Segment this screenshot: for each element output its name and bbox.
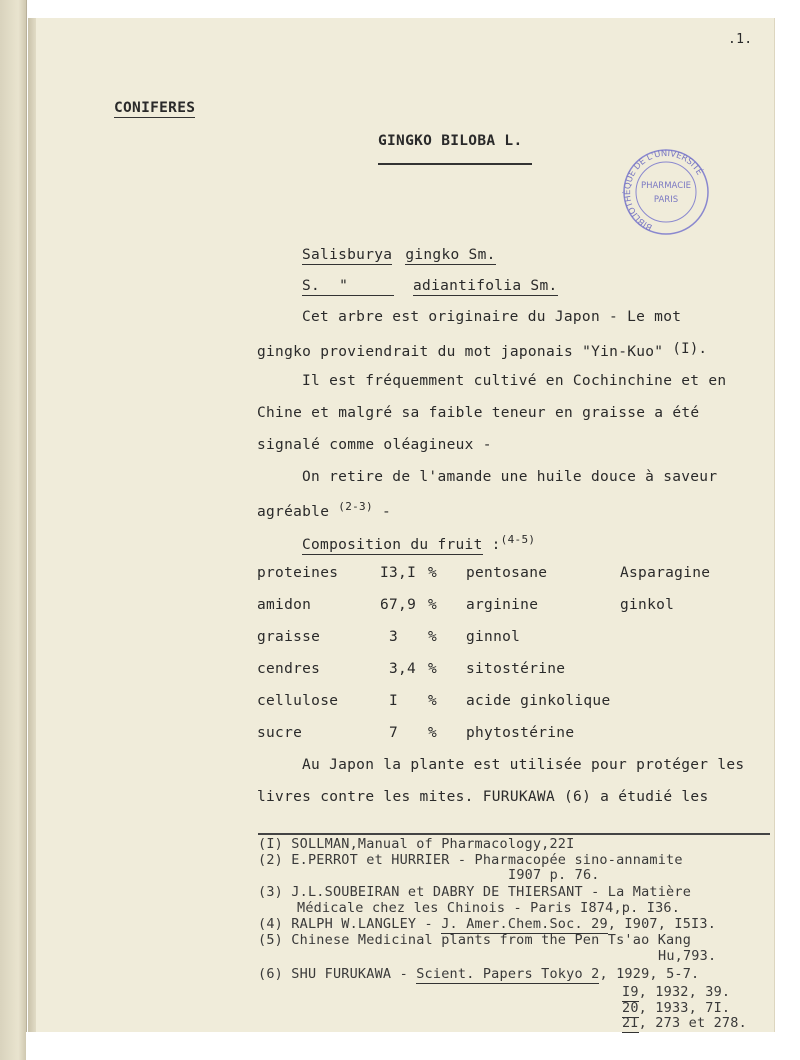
synonym-1-genus: Salisburya xyxy=(302,247,393,263)
paragraph-2-line-3: signalé comme oléagineux - xyxy=(257,437,492,453)
synonym-1-species: gingko Sm. xyxy=(405,247,496,263)
comp-row-value: 67,9 xyxy=(380,597,417,613)
comp-row-value: I3,I xyxy=(380,565,417,581)
composition-heading-text: Composition du fruit xyxy=(302,537,483,553)
composition-heading-ref: (4-5) xyxy=(500,533,536,546)
footnote-6-vol-20: 20 xyxy=(622,1000,639,1016)
stamp-line1: PHARMACIE xyxy=(640,181,692,191)
title-underline xyxy=(378,163,532,165)
comp-row-unit: % xyxy=(428,597,438,613)
comp-row-compound: arginine xyxy=(466,597,539,613)
comp-row-compound: ginnol xyxy=(466,629,521,645)
footnote-6-rest-21: , 273 et 278. xyxy=(638,1015,747,1031)
footnote-6-vol-19: I9 xyxy=(622,984,639,1000)
stamp-line2: PARIS xyxy=(653,195,679,205)
comp-row-unit: % xyxy=(428,693,438,709)
paragraph-1-line-1: Cet arbre est originaire du Japon - Le mot xyxy=(302,309,682,325)
comp-row-extra: ginkol xyxy=(620,597,675,613)
comp-row-unit: % xyxy=(428,629,438,645)
closing-line-1: Au Japon la plante est utilisée pour protéger les xyxy=(302,757,745,773)
comp-row-value: 7 xyxy=(389,725,399,741)
comp-row-compound: sitostérine xyxy=(466,661,566,677)
comp-row-compound: phytostérine xyxy=(466,725,575,741)
stamp-outer-text: BIBLIOTHÈQUE DE L'UNIVERSITÉ xyxy=(623,148,705,232)
comp-row-unit: % xyxy=(428,565,438,581)
paragraph-3-end: - xyxy=(381,504,391,520)
footnote-separator xyxy=(258,833,770,835)
footnote-6-pre: (6) SHU FURUKAWA - xyxy=(258,966,408,982)
footnote-4 xyxy=(258,916,716,932)
paragraph-1-line-2 xyxy=(257,341,707,360)
paragraph-1-line-2-text: gingko proviendrait du mot japonais "Yin-Kuo" xyxy=(257,344,664,360)
comp-row-name: sucre xyxy=(257,725,303,741)
footnote-3-line-2: Médicale chez les Chinois - Paris I874,p. I36. xyxy=(297,900,681,916)
paragraph-2-line-2: Chine et malgré sa faible teneur en graisse a été xyxy=(257,405,700,421)
footnote-6-line-3 xyxy=(622,1000,730,1016)
paragraph-3-line-2-text: agréable xyxy=(257,504,330,520)
footnote-5-line-2: Hu,793. xyxy=(658,948,717,964)
comp-row-extra: Asparagine xyxy=(620,565,711,581)
footnote-6-post: , 1929, 5-7. xyxy=(599,966,700,982)
footnote-6-rest-19: , 1932, 39. xyxy=(638,984,731,1000)
footnote-4-post: , I907, I5I3. xyxy=(607,916,717,932)
footnote-3-line-1: (3) J.L.SOUBEIRAN et DABRY DE THIERSANT - La Matière xyxy=(258,884,692,900)
comp-row-value: I xyxy=(389,693,399,709)
synonym-2-species: adiantifolia Sm. xyxy=(413,278,558,294)
comp-row-compound: acide ginkolique xyxy=(466,693,611,709)
paragraph-2-line-1: Il est fréquemment cultivé en Cochinchine et en xyxy=(302,373,727,389)
synonym-2-genus xyxy=(302,278,394,296)
comp-row-name: cendres xyxy=(257,661,321,677)
composition-heading-suffix: : xyxy=(491,537,501,553)
footnote-5-line-1: (5) Chinese Medicinal plants from the Pen Ts'ao Kang xyxy=(258,932,692,948)
paragraph-3-line-2 xyxy=(257,500,391,520)
synonym-2-genus-text: S. xyxy=(302,278,321,294)
closing-line-2: livres contre les mites. FURUKAWA (6) a étudié les xyxy=(257,789,709,805)
page-title: GINGKO BILOBA L. xyxy=(378,133,523,149)
footnote-6 xyxy=(258,966,699,982)
footnote-4-pre: (4) RALPH W.LANGLEY - xyxy=(258,916,433,932)
footnote-6-line-2 xyxy=(622,984,730,1000)
section-heading-text: CONIFERES xyxy=(114,100,196,116)
comp-row-value: 3 xyxy=(389,629,399,645)
footnote-6-vol-21: 2I xyxy=(622,1015,639,1031)
synonym-1 xyxy=(302,247,496,263)
library-stamp xyxy=(620,148,712,236)
footnote-1: (I) SOLLMAN,Manual of Pharmacology,22I xyxy=(258,836,575,852)
composition-heading xyxy=(302,533,535,553)
comp-row-name: proteines xyxy=(257,565,339,581)
comp-row-unit: % xyxy=(428,725,438,741)
paragraph-3-line-1: On retire de l'amande une huile douce à saveur xyxy=(302,469,718,485)
book-binding xyxy=(0,0,27,1060)
footnote-6-rest-20: , 1933, 7I. xyxy=(638,1000,731,1016)
comp-row-name: cellulose xyxy=(257,693,339,709)
comp-row-name: amidon xyxy=(257,597,312,613)
comp-row-compound: pentosane xyxy=(466,565,548,581)
footnote-2-line-2: I907 p. 76. xyxy=(508,867,600,883)
footnote-6-line-4 xyxy=(622,1015,747,1031)
scan-margin xyxy=(26,1032,800,1060)
footnote-6-journal: Scient. Papers Tokyo 2 xyxy=(416,966,600,982)
paragraph-3-ref: (2-3) xyxy=(338,500,373,513)
synonym-2-ditto: " xyxy=(339,278,349,294)
footnote-4-journal: J. Amer.Chem.Soc. 29 xyxy=(441,916,608,932)
comp-row-name: graisse xyxy=(257,629,321,645)
comp-row-unit: % xyxy=(428,661,438,677)
section-heading xyxy=(114,100,195,116)
footnote-2-line-1: (2) E.PERROT et HURRIER - Pharmacopée sino-annamite xyxy=(258,852,683,868)
paragraph-1-ref: (I). xyxy=(672,341,708,357)
comp-row-value: 3,4 xyxy=(389,661,417,677)
page-number: .1. xyxy=(728,32,753,47)
synonym-2 xyxy=(302,278,558,296)
